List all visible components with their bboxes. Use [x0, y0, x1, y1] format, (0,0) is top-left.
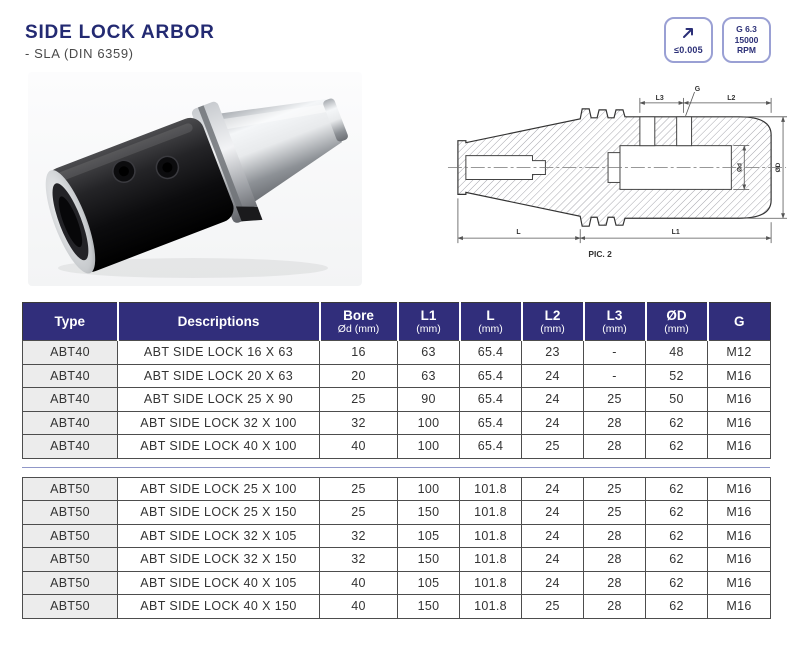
cell-l2: 24 — [522, 477, 584, 501]
cell-l: 101.8 — [460, 548, 522, 572]
col-header-l2: L2 (mm) — [522, 303, 584, 341]
cell-l2: 24 — [522, 411, 584, 435]
cell-l2: 24 — [522, 388, 584, 412]
cell-type: ABT40 — [23, 364, 118, 388]
spec-table-abt50 — [22, 477, 771, 619]
cell-bore: 32 — [320, 524, 398, 548]
cell-l3: - — [584, 364, 646, 388]
cell-l2: 24 — [522, 548, 584, 572]
cell-od: 50 — [646, 388, 708, 412]
cell-l2: 24 — [522, 524, 584, 548]
col-header-l3: L3 (mm) — [584, 303, 646, 341]
cell-l3: 25 — [584, 477, 646, 501]
cell-l: 65.4 — [460, 388, 522, 412]
cell-l2: 23 — [522, 341, 584, 365]
cell-l1: 100 — [398, 435, 460, 459]
cell-l3: 28 — [584, 524, 646, 548]
table-header-row — [23, 303, 771, 341]
technical-drawing — [443, 83, 791, 263]
cell-type: ABT40 — [23, 388, 118, 412]
cell-l1: 63 — [398, 341, 460, 365]
cell-bore: 40 — [320, 435, 398, 459]
table-row — [23, 341, 771, 365]
dim-label-l3: L3 — [655, 94, 664, 102]
runout-arrow-icon — [681, 26, 696, 45]
cell-g: M16 — [708, 364, 771, 388]
cell-od: 62 — [646, 435, 708, 459]
cell-bore: 40 — [320, 571, 398, 595]
cell-od: 62 — [646, 477, 708, 501]
cell-g: M16 — [708, 548, 771, 572]
cell-l2: 25 — [522, 595, 584, 619]
cell-l3: - — [584, 341, 646, 365]
col-header-g: G — [708, 303, 771, 341]
cell-g: M16 — [708, 411, 771, 435]
cell-description: ABT SIDE LOCK 40 X 105 — [118, 571, 320, 595]
cell-l3: 28 — [584, 411, 646, 435]
cell-bore: 32 — [320, 548, 398, 572]
cell-type: ABT40 — [23, 341, 118, 365]
cell-l: 65.4 — [460, 341, 522, 365]
cell-description: ABT SIDE LOCK 32 X 100 — [118, 411, 320, 435]
balance-grade: G 6.3 — [736, 24, 757, 35]
cell-g: M16 — [708, 435, 771, 459]
cell-description: ABT SIDE LOCK 25 X 90 — [118, 388, 320, 412]
cell-description: ABT SIDE LOCK 32 X 150 — [118, 548, 320, 572]
cell-l1: 150 — [398, 548, 460, 572]
col-header-l: L (mm) — [460, 303, 522, 341]
cell-bore: 25 — [320, 388, 398, 412]
cell-l3: 25 — [584, 388, 646, 412]
cell-bore: 25 — [320, 501, 398, 525]
cell-l: 101.8 — [460, 524, 522, 548]
table-row — [23, 477, 771, 501]
cell-l2: 24 — [522, 501, 584, 525]
runout-value: ≤0.005 — [674, 44, 703, 55]
cell-description: ABT SIDE LOCK 25 X 150 — [118, 501, 320, 525]
cell-l2: 24 — [522, 364, 584, 388]
table-group-separator — [22, 459, 770, 477]
cell-l3: 28 — [584, 571, 646, 595]
balance-rpm-label: RPM — [737, 45, 756, 56]
cell-l: 101.8 — [460, 501, 522, 525]
cell-bore: 16 — [320, 341, 398, 365]
cell-g: M16 — [708, 571, 771, 595]
cell-l1: 105 — [398, 524, 460, 548]
cell-od: 62 — [646, 571, 708, 595]
cell-g: M12 — [708, 341, 771, 365]
dim-label-l2: L2 — [727, 94, 736, 102]
cell-g: M16 — [708, 477, 771, 501]
cell-l: 65.4 — [460, 364, 522, 388]
cell-description: ABT SIDE LOCK 40 X 100 — [118, 435, 320, 459]
page-title: SIDE LOCK ARBOR — [25, 22, 215, 43]
page-header — [25, 22, 215, 61]
cell-od: 62 — [646, 411, 708, 435]
cell-l3: 28 — [584, 435, 646, 459]
cell-l3: 28 — [584, 595, 646, 619]
cell-l1: 90 — [398, 388, 460, 412]
runout-badge — [664, 17, 713, 63]
dim-label-l1: L1 — [671, 229, 680, 237]
cell-l1: 100 — [398, 477, 460, 501]
cell-l3: 25 — [584, 501, 646, 525]
cell-g: M16 — [708, 595, 771, 619]
table-row — [23, 548, 771, 572]
table-row — [23, 435, 771, 459]
cell-l3: 28 — [584, 548, 646, 572]
col-header-bore: Bore Ød (mm) — [320, 303, 398, 341]
cell-l1: 100 — [398, 411, 460, 435]
cell-l1: 150 — [398, 501, 460, 525]
cell-l: 101.8 — [460, 477, 522, 501]
cell-od: 52 — [646, 364, 708, 388]
cell-l: 65.4 — [460, 411, 522, 435]
cell-g: M16 — [708, 501, 771, 525]
cell-type: ABT40 — [23, 435, 118, 459]
technical-drawing-image — [443, 83, 791, 263]
cell-type: ABT50 — [23, 524, 118, 548]
cell-type: ABT50 — [23, 548, 118, 572]
cell-type: ABT50 — [23, 501, 118, 525]
col-header-od: ØD (mm) — [646, 303, 708, 341]
cell-description: ABT SIDE LOCK 40 X 150 — [118, 595, 320, 619]
dim-label-l: L — [516, 229, 521, 237]
cell-od: 62 — [646, 524, 708, 548]
cell-l: 101.8 — [460, 571, 522, 595]
cell-type: ABT50 — [23, 595, 118, 619]
cell-bore: 25 — [320, 477, 398, 501]
dim-label-od-inner: Ød — [736, 163, 744, 173]
spec-badges — [664, 17, 771, 63]
table-row — [23, 524, 771, 548]
cell-description: ABT SIDE LOCK 32 X 105 — [118, 524, 320, 548]
table-row — [23, 501, 771, 525]
table-row — [23, 364, 771, 388]
cell-type: ABT50 — [23, 477, 118, 501]
cell-l: 65.4 — [460, 435, 522, 459]
page-subtitle: - SLA (DIN 6359) — [25, 46, 134, 61]
cell-l1: 63 — [398, 364, 460, 388]
cell-bore: 40 — [320, 595, 398, 619]
col-header-type: Type — [23, 303, 118, 341]
spec-table-abt40 — [22, 302, 771, 459]
product-photo-image — [28, 72, 362, 286]
cell-l2: 24 — [522, 571, 584, 595]
cell-l2: 25 — [522, 435, 584, 459]
dim-label-g: G — [694, 85, 701, 93]
cell-l: 101.8 — [460, 595, 522, 619]
cell-description: ABT SIDE LOCK 25 X 100 — [118, 477, 320, 501]
table-row — [23, 571, 771, 595]
cell-bore: 20 — [320, 364, 398, 388]
cell-type: ABT50 — [23, 571, 118, 595]
cell-od: 62 — [646, 548, 708, 572]
dim-label-od-outer: ØD — [775, 162, 783, 173]
table-row — [23, 411, 771, 435]
cell-g: M16 — [708, 388, 771, 412]
cell-description: ABT SIDE LOCK 20 X 63 — [118, 364, 320, 388]
cell-od: 48 — [646, 341, 708, 365]
table-row — [23, 595, 771, 619]
balance-rpm-value: 15000 — [734, 34, 759, 45]
cell-bore: 32 — [320, 411, 398, 435]
cell-l1: 105 — [398, 571, 460, 595]
table-row — [23, 388, 771, 412]
col-header-l1: L1 (mm) — [398, 303, 460, 341]
cell-od: 62 — [646, 595, 708, 619]
cell-g: M16 — [708, 524, 771, 548]
spec-table-section — [22, 302, 770, 619]
balance-badge — [722, 17, 771, 63]
cell-type: ABT40 — [23, 411, 118, 435]
cell-l1: 150 — [398, 595, 460, 619]
drawing-caption: PIC. 2 — [588, 249, 612, 260]
product-photo — [28, 72, 362, 286]
cell-description: ABT SIDE LOCK 16 X 63 — [118, 341, 320, 365]
col-header-descriptions: Descriptions — [118, 303, 320, 341]
cell-od: 62 — [646, 501, 708, 525]
